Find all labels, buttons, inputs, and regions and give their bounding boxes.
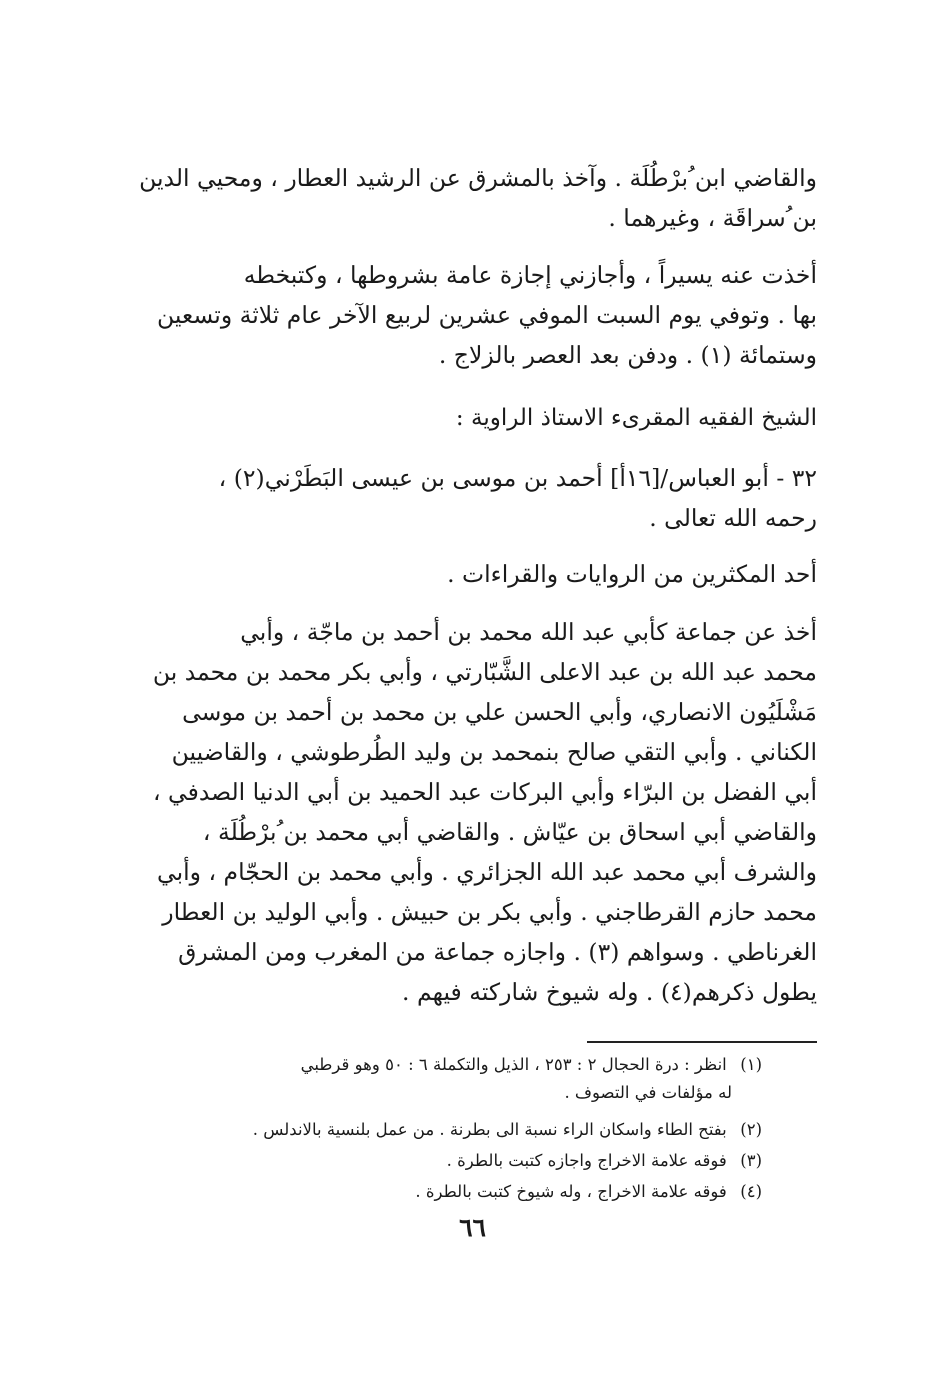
text-line: أخذت عنه يسيراً ، وأجازني إجازة عامة بشروطها ، وكتبخطه bbox=[243, 261, 817, 289]
footnote-4 bbox=[415, 1179, 762, 1205]
footnote-3 bbox=[447, 1148, 762, 1174]
text-line: الكناني . وأبي التقي صالح بنمحمد بن وليد الطُرطوشي ، والقاضيين bbox=[171, 738, 817, 766]
footnote-divider bbox=[587, 1041, 817, 1043]
text-line: محمد عبد الله بن عبد الاعلى الشَّبّارتي ، وأبي بكر محمد بن محمد بن bbox=[152, 658, 817, 686]
text-line: أخذ عن جماعة كأبي عبد الله محمد بن أحمد بن ماجّة ، وأبي bbox=[240, 618, 817, 646]
footnote-text: بفتح الطاء واسكان الراء نسبة الى بطرنة . من عمل بلنسية بالاندلس . bbox=[252, 1120, 727, 1139]
text-line: ٣٢ - أبو العباس/[١٦أ] أحمد بن موسى بن عيسى البَطَرْني(٢) ، bbox=[218, 464, 817, 492]
heading-line: الشيخ الفقيه المقرىء الاستاذ الراوية : bbox=[455, 405, 817, 431]
text-line: رحمه الله تعالى . bbox=[649, 504, 817, 532]
footnote-number: (١) bbox=[740, 1055, 762, 1074]
text-line: محمد حازم القرطاجني . وأبي بكر بن حبيش . وأبي الوليد بن العطار bbox=[162, 898, 817, 926]
section-heading bbox=[137, 398, 817, 438]
paragraph-continuation bbox=[137, 158, 817, 238]
text-line: والقاضي ابن ُبرْطُلَة . وآخذ بالمشرق عن الرشيد العطار ، ومحيي الدين bbox=[139, 164, 817, 192]
text-line: مَشْلَيُون الانصاري، وأبي الحسن علي بن محمد بن أحمد بن موسى bbox=[182, 698, 817, 726]
paragraph-ijaza bbox=[137, 255, 817, 375]
paragraph-description bbox=[137, 554, 817, 594]
entry-32 bbox=[137, 458, 817, 538]
text-line: الغرناطي . وسواهم (٣) . واجازه جماعة من المغرب ومن المشرق bbox=[178, 938, 817, 966]
text-line: يطول ذكرهم(٤) . وله شيوخ شاركته فيهم . bbox=[402, 978, 817, 1006]
footnote-text: له مؤلفات في التصوف . bbox=[564, 1083, 732, 1102]
text-line: والقاضي أبي اسحاق بن عيّاش . والقاضي أبي محمد بن ُبرْطُلَة ، bbox=[202, 818, 817, 846]
page-number: ٦٦ bbox=[459, 1213, 486, 1242]
paragraph-teachers bbox=[137, 612, 817, 1012]
text-line: وستمائة (١) . ودفن بعد العصر بالزلاج . bbox=[438, 341, 817, 369]
text-line: والشرف أبي محمد عبد الله الجزائري . وأبي محمد بن الحجّام ، وأبي bbox=[157, 858, 817, 886]
footnote-number: (٣) bbox=[740, 1151, 762, 1170]
footnote-number: (٤) bbox=[740, 1182, 762, 1201]
footnote-text: انظر : درة الحجال ٢ : ٢٥٣ ، الذيل والتكملة ٦ : ٥٠ وهو قرطبي bbox=[300, 1055, 727, 1074]
text-line: بن ُسراقَة ، وغيرهما . bbox=[608, 204, 817, 232]
footnote-text: فوقه علامة الاخراج واجازه كتبت بالطرة . bbox=[446, 1151, 727, 1170]
footnote-text: فوقه علامة الاخراج ، وله شيوخ كتبت بالطرة . bbox=[415, 1182, 727, 1201]
footnote-1-continued bbox=[564, 1080, 732, 1106]
footnote-2 bbox=[253, 1117, 762, 1143]
text-line: أبي الفضل بن البرّاء وأبي البركات عبد الحميد بن أبي الدنيا الصدفي ، bbox=[152, 778, 817, 806]
footnote-number: (٢) bbox=[740, 1120, 762, 1139]
footnote-1 bbox=[301, 1052, 762, 1078]
text-line: بها . وتوفي يوم السبت الموفي عشرين لربيع الآخر عام ثلاثة وتسعين bbox=[157, 301, 817, 329]
text-line: أحد المكثرين من الروايات والقراءات . bbox=[447, 560, 817, 588]
